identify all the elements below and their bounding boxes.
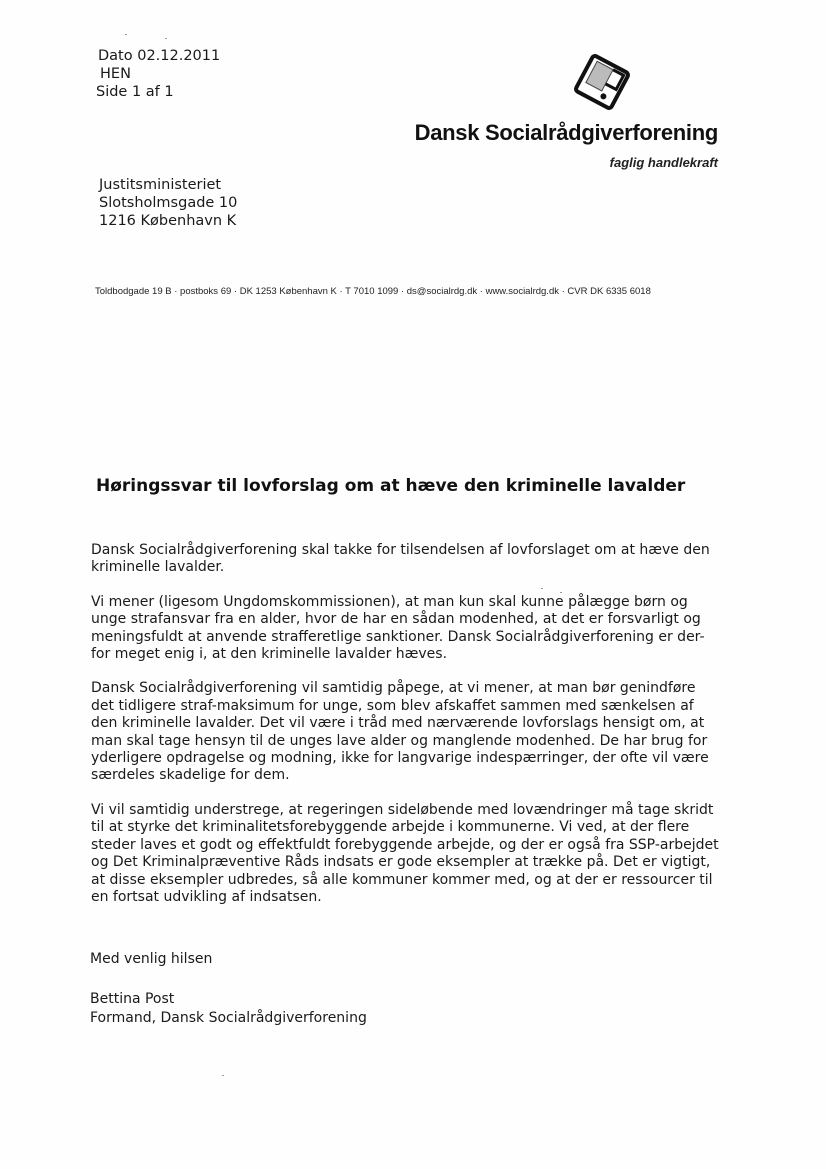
letter-initials: HEN [100, 66, 131, 82]
scan-speck [165, 38, 167, 39]
scan-speck [222, 1075, 224, 1076]
letter-signature [90, 990, 367, 1028]
organization-name: Dansk Socialrådgiverforening [414, 120, 718, 145]
recipient-line-2: Slotsholmsgade 10 [99, 195, 238, 211]
letter-page-number: Side 1 af 1 [96, 84, 174, 100]
letter-meta [98, 47, 220, 101]
organization-contact-line: Toldbodgade 19 B · postboks 69 · DK 1253 København K · T 7010 1099 · ds@socialrdg.dk · www.socialrdg.dk · CVR DK 6335 6018 [95, 286, 651, 297]
signature-role: Formand, Dansk Socialrådgiverforening [90, 1010, 367, 1026]
letter-body [91, 542, 721, 923]
letter-closing: Med venlig hilsen [90, 951, 213, 967]
recipient-address [99, 176, 237, 230]
body-paragraph-2: Vi mener (ligesom Ungdomskommissionen), at man kun skal kunne pålægge børn og unge strafansvar fra en alder, hvor de har en sådan modenhed, at det er forsvarligt og meningsfuldt at anvende strafferetlige sanktioner. Dansk Socialrådgiverforening er der-for meget enig i, at den kriminelle lavalder hæves. [91, 593, 705, 663]
letter-title: Høringssvar til lovforslag om at hæve den kriminelle lavalder [96, 476, 686, 496]
letter-date: Dato 02.12.2011 [98, 48, 221, 64]
organization-tagline: faglig handlekraft [609, 155, 718, 170]
scan-speck [560, 592, 562, 593]
body-paragraph-1: Dansk Socialrådgiverforening skal takke for tilsendelsen af lovforslaget om at hæve den kriminelle lavalder. [91, 542, 710, 576]
body-paragraph-4: Vi vil samtidig understrege, at regeringen sideløbende med lovændringer må tage skridt til at styrke det kriminalitetsforebyggende arbejde i kommunerne. Vi ved, at der flere steder laves et godt og effektfuldt forebyggende arbejde, og der er også fra SSP-arbejdet og Det Kriminalpræventive Råds indsats er gode eksempler at trække på. Det er vigtigt, at disse eksempler udbredes, så alle kommuner kommer med, og at der er ressourcer til en fortsat udvikling af indsatsen. [91, 801, 719, 905]
recipient-line-1: Justitsministeriet [99, 177, 222, 193]
scan-speck [541, 588, 543, 589]
scan-speck [125, 34, 127, 35]
body-paragraph-3: Dansk Socialrådgiverforening vil samtidig påpege, at vi mener, at man bør genindføre det tidligere straf-maksimum for unge, som blev afskaffet sammen med sænkelsen af den kriminelle lavalder. Det vil være i tråd med nærværende lovforslags hensigt om, at man skal tage hensyn til de unges lave alder og manglende modenhed. De har brug for yderligere opdragelse og modning, ikke for langvarige indespærringer, der ofte vil være særdeles skadelige for dem. [91, 680, 709, 784]
recipient-line-3: 1216 København K [99, 213, 237, 229]
dansk-socialraadgiverforening-logo-icon [572, 52, 632, 112]
signature-name: Bettina Post [90, 991, 175, 1007]
